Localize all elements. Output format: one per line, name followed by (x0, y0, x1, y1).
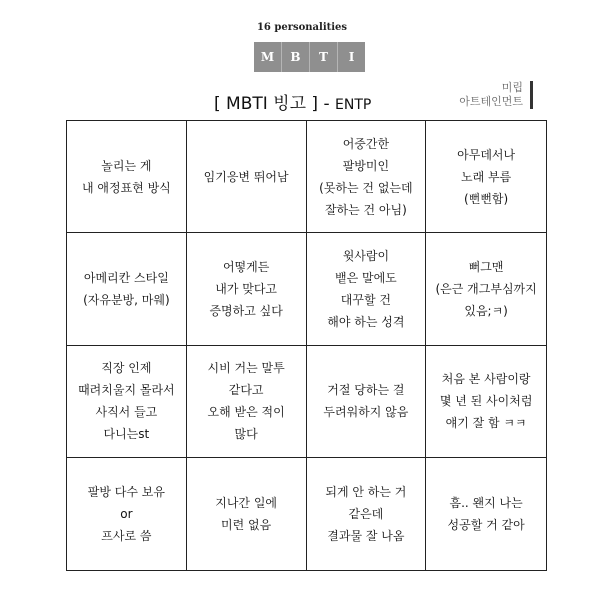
bingo-cell (187, 458, 307, 570)
bingo-cell (67, 121, 187, 233)
bingo-cell-text: 지나간 일에 미련 없음 (215, 495, 278, 532)
bingo-cell-text: 처음 본 사람이랑 몇 년 된 사이처럼 얘기 잘 함 ㅋㅋ (439, 372, 533, 431)
bingo-cell-text: 어떻게든 내가 맞다고 증명하고 싶다 (209, 259, 283, 318)
bingo-cell (187, 121, 307, 233)
bingo-cell (187, 346, 307, 458)
bingo-cell-text: 아메리칸 스타일 (자유분방, 마웨) (83, 270, 170, 307)
bingo-cell-text: 놀리는 게 내 애정표현 방식 (81, 158, 171, 195)
logo-letter: B (282, 42, 310, 72)
page-title (214, 89, 371, 114)
bingo-cell (426, 233, 546, 345)
brand-line-2: 아트테인먼트 (459, 95, 523, 108)
bingo-cell-text: 윗사람이 뱉은 말에도 대꾸할 건 해야 하는 성격 (327, 248, 405, 329)
bingo-cell-text: 시비 거는 말투 같다고 오해 받은 적이 많다 (207, 361, 285, 442)
bingo-cell-text: 아무데서나 노래 부름 (뻔뻔함) (457, 147, 516, 206)
brand-line-1: 미립 (501, 81, 523, 94)
bingo-cell-text: 어중간한 팔방미인 (못하는 건 없는데 잘하는 건 아님) (319, 136, 413, 217)
title-type: ENTP (335, 97, 372, 113)
bingo-cell (67, 233, 187, 345)
bingo-cell (187, 233, 307, 345)
bingo-cell (307, 346, 427, 458)
bingo-cell (426, 121, 546, 233)
logo-letter: M (254, 42, 282, 72)
bingo-cell (307, 121, 427, 233)
title-main: [ MBTI 빙고 ] - (214, 94, 335, 114)
bingo-cell-text: 뻐그맨 (은근 개그부심까지 있음;ㅋ) (435, 259, 537, 318)
top-label: 16 personalities (256, 22, 348, 33)
bingo-grid (66, 120, 547, 571)
bingo-cell (307, 233, 427, 345)
bingo-cell (426, 458, 546, 570)
mbti-logo (254, 42, 365, 72)
brand-mark (459, 81, 533, 109)
bingo-cell-text: 흠.. 왠지 나는 성공할 거 같아 (447, 495, 525, 532)
logo-letter: T (310, 42, 338, 72)
bingo-cell (67, 346, 187, 458)
bingo-cell-text: 거절 당하는 걸 두려워하지 않음 (323, 383, 409, 420)
bingo-cell (307, 458, 427, 570)
logo-letter: I (338, 42, 365, 72)
bingo-cell (67, 458, 187, 570)
bingo-cell (426, 346, 546, 458)
bingo-cell-text: 임기응변 뛰어남 (203, 169, 289, 184)
bingo-cell-text: 직장 인제 때려치울지 몰라서 사직서 들고 다니는st (78, 361, 175, 442)
bingo-cell-text: 되게 안 하는 거 같은데 결과물 잘 나옴 (325, 484, 407, 543)
bingo-cell-text: 팔방 다수 보유 or 프사로 씀 (87, 484, 165, 543)
